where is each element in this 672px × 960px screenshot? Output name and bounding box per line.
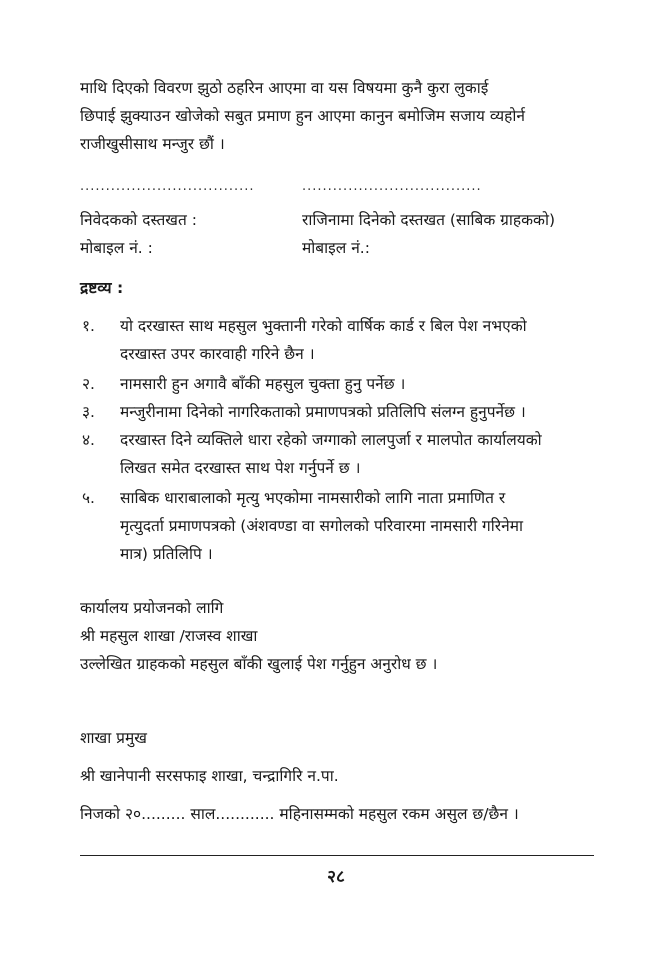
declaration-line: छिपाई झुक्याउन खोजेको सबुत प्रमाण हुन आएमा कानुन बमोजिम सजाय व्यहोर्न [80, 107, 525, 125]
resigner-signature-line: ................................... [302, 179, 482, 194]
office-line: उल्लेखित ग्राहकको महसुल बाँकी खुलाई पेश गर्नुहुन अनुरोध छ । [80, 655, 438, 673]
note-line: यो दरखास्त साथ महसुल भुक्तानी गरेको वार्षिक कार्ड र बिल पेश नभएको [120, 317, 527, 335]
note-line: मन्जुरीनामा दिनेको नागरिकताको प्रमाणपत्रको प्रतिलिपि संलग्न हुनुपर्नेछ । [120, 403, 526, 421]
footer-rule [80, 855, 594, 856]
applicant-mobile-label: मोबाइल नं. : [80, 239, 153, 257]
branch-address: श्री खानेपानी सरसफाइ शाखा, चन्द्रागिरि न.पा. [80, 767, 339, 785]
note-number: ४. [82, 431, 95, 449]
note-line: साबिक धाराबालाको मृत्यु भएकोमा नामसारीको लागि नाता प्रमाणित र [120, 489, 506, 507]
applicant-signature-line: .................................. [80, 179, 255, 194]
note-item [120, 426, 600, 482]
note-line: मात्र) प्रतिलिपि । [120, 545, 213, 563]
resigner-mobile-label: मोबाइल नं.: [302, 239, 370, 257]
declaration-paragraph [80, 74, 600, 158]
declaration-line: माथि दिएको विवरण झुठो ठहरिन आएमा वा यस विषयमा कुनै कुरा लुकाई [80, 79, 489, 97]
page-number: २८ [327, 867, 345, 887]
office-line: कार्यालय प्रयोजनको लागि [80, 599, 224, 617]
applicant-signature-label: निवेदकको दस्तखत : [80, 211, 197, 229]
declaration-line: राजीखुसीसाथ मन्जुर छौं । [80, 135, 225, 153]
note-line: नामसारी हुन अगावै बाँकी महसुल चुक्ता हुनु पर्नेछ । [120, 375, 406, 393]
note-line: दरखास्त उपर कारवाही गरिने छैन । [120, 345, 315, 363]
note-line: दरखास्त दिने व्यक्तिले धारा रहेको जग्गाको लालपुर्जा र मालपोत कार्यालयको [120, 431, 542, 449]
notes-heading: द्रष्टव्य : [80, 279, 124, 297]
dues-status-line: निजको २०......... साल............ महिनासम्मको महसुल रकम असुल छ/छैन । [80, 805, 519, 823]
resigner-signature-label: राजिनामा दिनेको दस्तखत (साबिक ग्राहकको) [302, 211, 556, 229]
note-number: १. [82, 317, 95, 335]
note-item [120, 484, 600, 568]
office-use-section [80, 594, 600, 678]
note-line: लिखत समेत दरखास्त साथ पेश गर्नुपर्ने छ । [120, 459, 361, 477]
note-number: ५. [82, 489, 95, 507]
note-number: २. [82, 375, 95, 393]
note-number: ३. [82, 403, 95, 421]
note-line: मृत्युदर्ता प्रमाणपत्रको (अंशवण्डा वा सगोलको परिवारमा नामसारी गरिनेमा [120, 517, 524, 535]
branch-head-label: शाखा प्रमुख [80, 729, 147, 747]
note-item [120, 370, 600, 398]
note-item [120, 398, 600, 426]
office-line: श्री महसुल शाखा /राजस्व शाखा [80, 627, 258, 645]
note-item [120, 312, 600, 368]
